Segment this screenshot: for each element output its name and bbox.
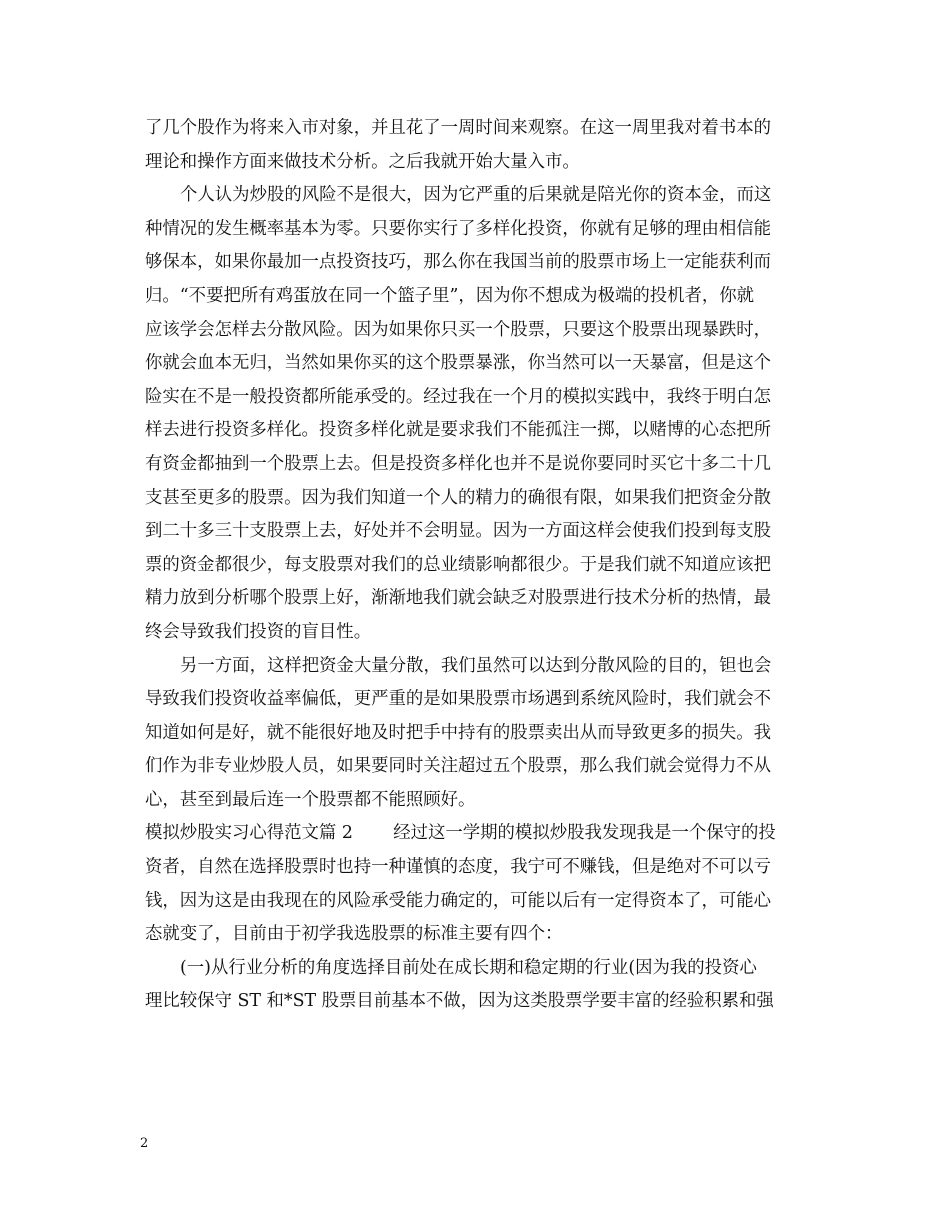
text-line: 终会导致我们投资的盲目性。: [145, 621, 372, 642]
text-line: 支甚至更多的股票。因为我们知道一个人的精力的确很有限，如果我们把资金分散: [145, 487, 772, 508]
text-line: 票的资金都很少，每支股票对我们的总业绩影响都很少。于是我们就不知道应该把: [145, 554, 772, 575]
text-line: 知道如何是好，就不能很好地及时把手中持有的股票卖出从而导致更多的损失。我: [145, 722, 772, 743]
text-line: 资者，自然在选择股票时也持一种谨慎的态度，我宁可不赚钱，但是绝对不可以亏: [145, 857, 772, 878]
text-line: 精力放到分析哪个股票上好，渐渐地我们就会缺乏对股票进行技术分析的热情，最: [145, 588, 772, 609]
text-line: 有资金都抽到一个股票上去。但是投资多样化也并不是说你要同时买它十多二十几: [145, 453, 772, 474]
text-line: 另一方面，这样把资金大量分散，我们虽然可以达到分散风险的目的，钽也会: [180, 655, 772, 676]
page-number: 2: [140, 1136, 149, 1151]
body-text: [145, 112, 815, 1019]
text-line: 理论和操作方面来做技术分析。之后我就开始大量入市。: [145, 151, 580, 172]
text-line: 你就会血本无归，当然如果你买的这个股票暴涨，你当然可以一天暴富，但是这个: [145, 353, 772, 374]
text-line: 到二十多三十支股票上去，好处并不会明显。因为一方面这样会使我们投到每支股: [145, 521, 772, 542]
text-line: 样去进行投资多样化。投资多样化就是要求我们不能孤注一掷，以赌博的心态把所: [145, 420, 772, 441]
text-line: 们作为非专业炒股人员，如果要同时关注超过五个股票，那么我们就会觉得力不从: [145, 756, 772, 777]
text-line: 归。“不要把所有鸡蛋放在同一个篮子里”，因为你不想成为极端的投机者，你就: [145, 285, 755, 306]
text-line: 种情况的发生概率基本为零。只要你实行了多样化投资，你就有足够的理由相信能: [145, 218, 772, 239]
text-line: 态就变了，目前由于初学我选股票的标准主要有四个：: [145, 924, 563, 945]
text-line: 钱，因为这是由我现在的风险承受能力确定的，可能以后有一定得资本了，可能心: [145, 890, 772, 911]
text-line: 险实在不是一般投资都所能承受的。经过我在一个月的模拟实践中，我终于明白怎: [145, 386, 772, 407]
text-line: 模拟炒股实习心得范文篇 2 经过这一学期的模拟炒股我发现我是一个保守的投: [145, 823, 776, 844]
text-line: 应该学会怎样去分散风险。因为如果你只买一个股票，只要这个股票出现暴跌时，: [145, 319, 772, 340]
text-line: 够保本，如果你最加一点投资技巧，那么你在我国当前的股票市场上一定能获利而: [145, 252, 772, 273]
text-line: 了几个股作为将来入市对象，并且花了一周时间来观察。在这一周里我对着书本的: [145, 118, 772, 138]
text-line: 导致我们投资收益率偏低，更严重的是如果股票市场遇到系统风险时，我们就会不: [145, 689, 772, 710]
text-line: 理比较保守 ST 和*ST 股票目前基本不做，因为这类股票学要丰富的经验积累和强: [145, 991, 774, 1012]
text-line: (一)从行业分析的角度选择目前处在成长期和稳定期的行业(因为我的投资心: [180, 957, 757, 978]
text-line: 个人认为炒股的风险不是很大，因为它严重的后果就是陪光你的资本金，而这: [180, 185, 772, 206]
text-line: 心，甚至到最后连一个股票都不能照顾好。: [145, 789, 476, 810]
